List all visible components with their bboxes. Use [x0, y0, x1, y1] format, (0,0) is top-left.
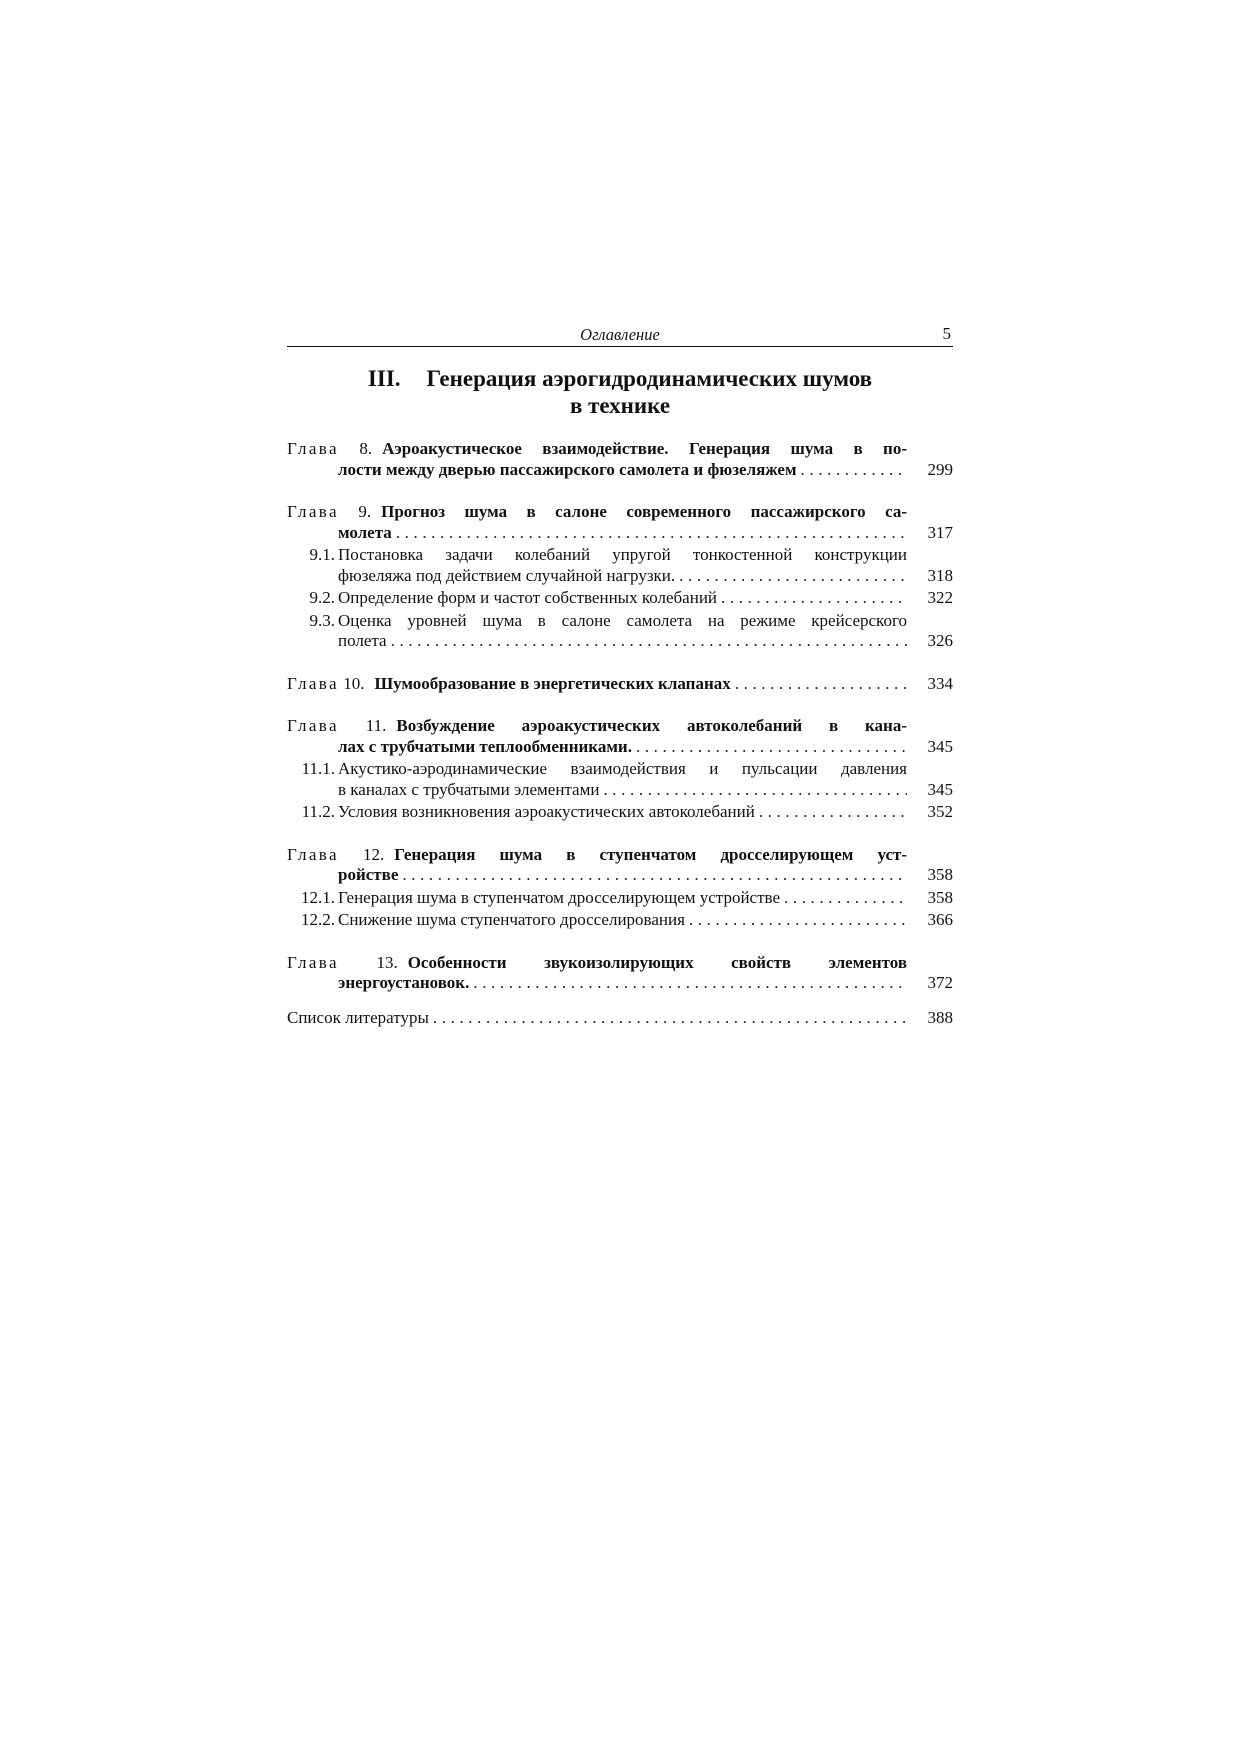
part-title-line1: Генерация аэрогидродинамических шумов [426, 366, 873, 391]
chapter-page: 372 [927, 973, 953, 992]
chapter-title-line2: энергоустановок. [338, 973, 470, 992]
section-number: 9.3. [309, 610, 335, 630]
section-title-line1: Генерация шума в ступенчатом дросселирующем устройстве [338, 887, 780, 907]
section-page: 326 [927, 631, 953, 650]
dot-leader [387, 631, 907, 652]
chapter-page: 299 [927, 459, 953, 479]
section-page: 366 [927, 910, 953, 929]
part-number: III. [367, 366, 401, 391]
section-number: 9.2. [309, 588, 335, 607]
dot-leader [675, 566, 907, 587]
part-title-line2: в технике [569, 393, 671, 418]
toc-section-12-2[interactable] [287, 910, 953, 931]
chapter-number: 9. [358, 502, 372, 521]
toc-chapter-9[interactable] [287, 502, 953, 543]
toc-section-11-1[interactable] [287, 759, 953, 800]
chapter-label: Глава [287, 502, 339, 521]
chapter-title-line1: Прогноз шума в салоне современного пассажирского са- [381, 502, 908, 521]
chapter-title-line2: ройстве [338, 865, 399, 884]
chapter-label: Глава [287, 673, 339, 693]
chapter-number: 8. [359, 439, 373, 458]
section-page: 318 [927, 565, 953, 585]
dot-leader [632, 737, 907, 758]
dot-leader [685, 910, 907, 931]
toc-chapter-12[interactable] [287, 845, 953, 886]
toc-section-9-3[interactable] [287, 611, 953, 652]
dot-leader [717, 588, 907, 609]
section-title-line1: Оценка уровней шума в салоне самолета на режиме крейсерского [338, 610, 907, 630]
dot-leader [429, 1008, 907, 1029]
section-number: 11.2. [301, 802, 335, 821]
section-number: 9.1. [309, 545, 335, 564]
chapter-label: Глава [287, 439, 339, 458]
toc-chapter-13[interactable] [287, 953, 953, 994]
chapter-title-line1: Генерация шума в ступенчатом дросселирующем уст- [394, 844, 907, 864]
bibliography-page: 388 [927, 1007, 953, 1027]
bibliography-label: Список литературы [287, 1007, 429, 1027]
chapter-page: 358 [927, 865, 953, 884]
chapter-label: Глава [287, 952, 339, 972]
running-head-title: Оглавление [580, 325, 660, 344]
section-page: 352 [927, 802, 953, 821]
dot-leader [599, 780, 907, 801]
section-page: 322 [927, 588, 953, 607]
chapter-page: 317 [927, 522, 953, 542]
chapter-page: 345 [927, 736, 953, 756]
toc-section-12-1[interactable] [287, 888, 953, 909]
section-page: 358 [927, 887, 953, 907]
chapter-title-line1: Возбуждение аэроакустических автоколебаний в кана- [396, 716, 908, 735]
section-title-line2: полета [338, 631, 387, 650]
chapter-title-line1: Особенности звукоизолирующих свойств элементов [407, 952, 907, 972]
chapter-number: 13. [376, 952, 398, 972]
toc-page [287, 318, 953, 1028]
dot-leader [469, 973, 907, 994]
section-number: 11.1. [301, 759, 335, 778]
chapter-title-line2: молета [338, 522, 392, 542]
chapter-number: 12. [363, 844, 385, 864]
section-title-line1: Акустико-аэродинамические взаимодействия и пульсации давления [338, 759, 907, 778]
toc-chapter-8[interactable] [287, 439, 953, 480]
dot-leader [392, 523, 907, 544]
chapter-label: Глава [287, 844, 339, 864]
dot-leader [755, 802, 907, 823]
toc-chapter-11[interactable] [287, 716, 953, 757]
toc-section-9-2[interactable] [287, 588, 953, 609]
running-head-page-number: 5 [942, 324, 951, 343]
dot-leader [398, 865, 907, 886]
chapter-page: 334 [927, 673, 953, 693]
section-title-line1: Условия возникновения аэроакустических автоколебаний [338, 802, 755, 821]
section-number: 12.2. [301, 910, 335, 929]
part-title [287, 365, 953, 419]
chapter-number: 10. [343, 673, 365, 693]
chapter-label: Глава [287, 716, 339, 735]
dot-leader [780, 888, 907, 909]
chapter-title-line2: лах с трубчатыми теплообменниками. [338, 736, 632, 756]
running-head [287, 318, 953, 347]
toc-section-11-2[interactable] [287, 802, 953, 823]
toc-bibliography[interactable] [287, 1008, 953, 1029]
section-number: 12.1. [301, 887, 335, 907]
dot-leader [731, 674, 907, 695]
toc-chapter-10[interactable] [287, 674, 953, 695]
section-title-line2: фюзеляжа под действием случайной нагрузки. [338, 565, 676, 585]
section-title-line1: Постановка задачи колебаний упругой тонкостенной конструкции [338, 545, 907, 564]
chapter-title-line1: Шумообразование в энергетических клапанах [374, 673, 731, 693]
toc-section-9-1[interactable] [287, 545, 953, 586]
section-page: 345 [927, 779, 953, 799]
chapter-title-line2: лости между дверью пассажирского самолета и фюзеляжем [338, 459, 797, 479]
chapter-number: 11. [365, 716, 387, 735]
section-title-line2: в каналах с трубчатыми элементами [338, 779, 600, 799]
section-title-line1: Определение форм и частот собственных колебаний [338, 588, 718, 607]
chapter-title-line1: Аэроакустическое взаимодействие. Генерация шума в по- [382, 439, 907, 458]
dot-leader [797, 460, 907, 481]
section-title-line1: Снижение шума ступенчатого дросселирования [338, 910, 685, 929]
